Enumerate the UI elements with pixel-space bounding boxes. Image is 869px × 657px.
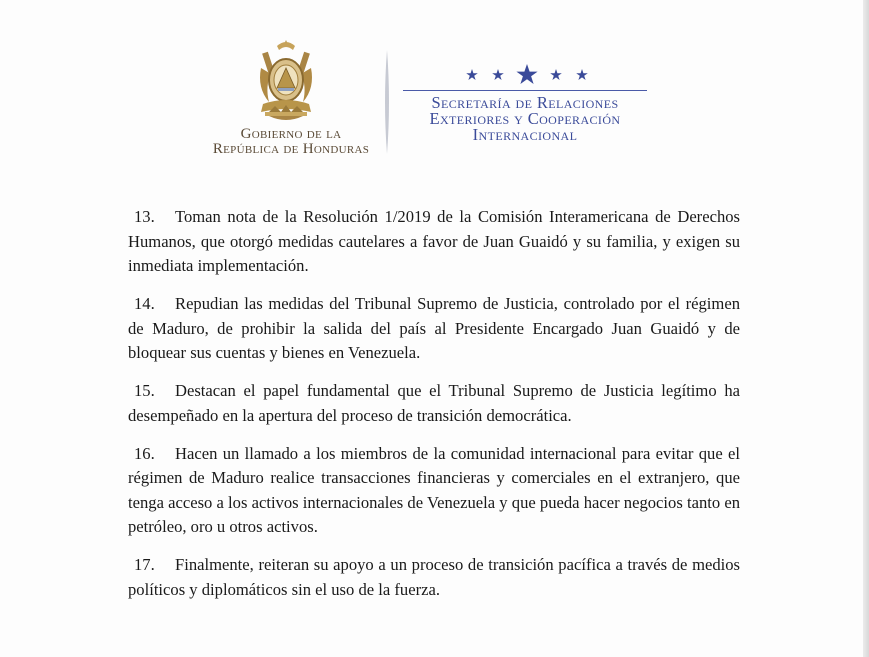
ministry-line-1: Secretaría de Relaciones [431,93,619,112]
paragraph-text: Hacen un llamado a los miembros de la comunidad internacional para evitar que el régimen de Maduro realice transacciones financieras y comerciales en el extranjero, que tenga acceso a los activos internacionales de Venezuela y que pueda hacer negocios tanto en petróleo, oro u otros activos. [128,443,740,536]
paragraph-number: 17. [134,555,155,574]
ministry-line-3: Internacional [472,125,578,144]
paragraph-number: 14. [134,294,155,313]
ministry-rule [403,90,647,91]
paragraph [128,205,740,279]
paragraph [128,292,740,366]
star-icon [516,64,537,84]
divider-swoosh [383,50,391,154]
star-icon [576,69,588,80]
paragraph-text: Toman nota de la Resolución 1/2019 de la Comisión Interamericana de Derechos Humanos, que otorgó medidas cautelares a favor de Juan Guaidó y su familia, y exigen su inmediata implementación. [128,207,740,275]
paragraph-number: 13. [134,207,155,226]
paragraph-text: Finalmente, reiteran su apoyo a un proceso de transición pacífica a través de medios políticos y diplomáticos sin el uso de la fuerza. [128,555,740,599]
star-icon [550,69,562,80]
letterhead [0,0,869,165]
star-icon [492,69,504,80]
ministry-line-2: Exteriores y Cooperación [429,109,621,128]
paragraph-number: 16. [134,443,155,463]
government-line-2: República de Honduras [212,141,370,157]
coat-of-arms-icon [255,38,317,124]
paragraph-number: 15. [134,381,155,400]
paragraph [128,379,740,428]
document-body [128,205,740,616]
paragraph-text: Repudian las medidas del Tribunal Supremo de Justicia, controlado por el régimen de Maduro, de prohibir la salida del país al Presidente Encargado Juan Guaidó y de bloquear sus cuentas y bienes en Venezuela. [128,294,740,362]
paragraph-text: Destacan el papel fundamental que el Tribunal Supremo de Justicia legítimo ha desempeñado en la apertura del proceso de transición democrática. [128,381,740,425]
stars-row [466,64,588,86]
paragraph [128,442,740,540]
star-icon [466,69,478,80]
ministry-name [403,95,647,143]
government-line-1: Gobierno de la [240,126,342,142]
government-name [206,127,376,157]
paragraph [128,553,740,602]
